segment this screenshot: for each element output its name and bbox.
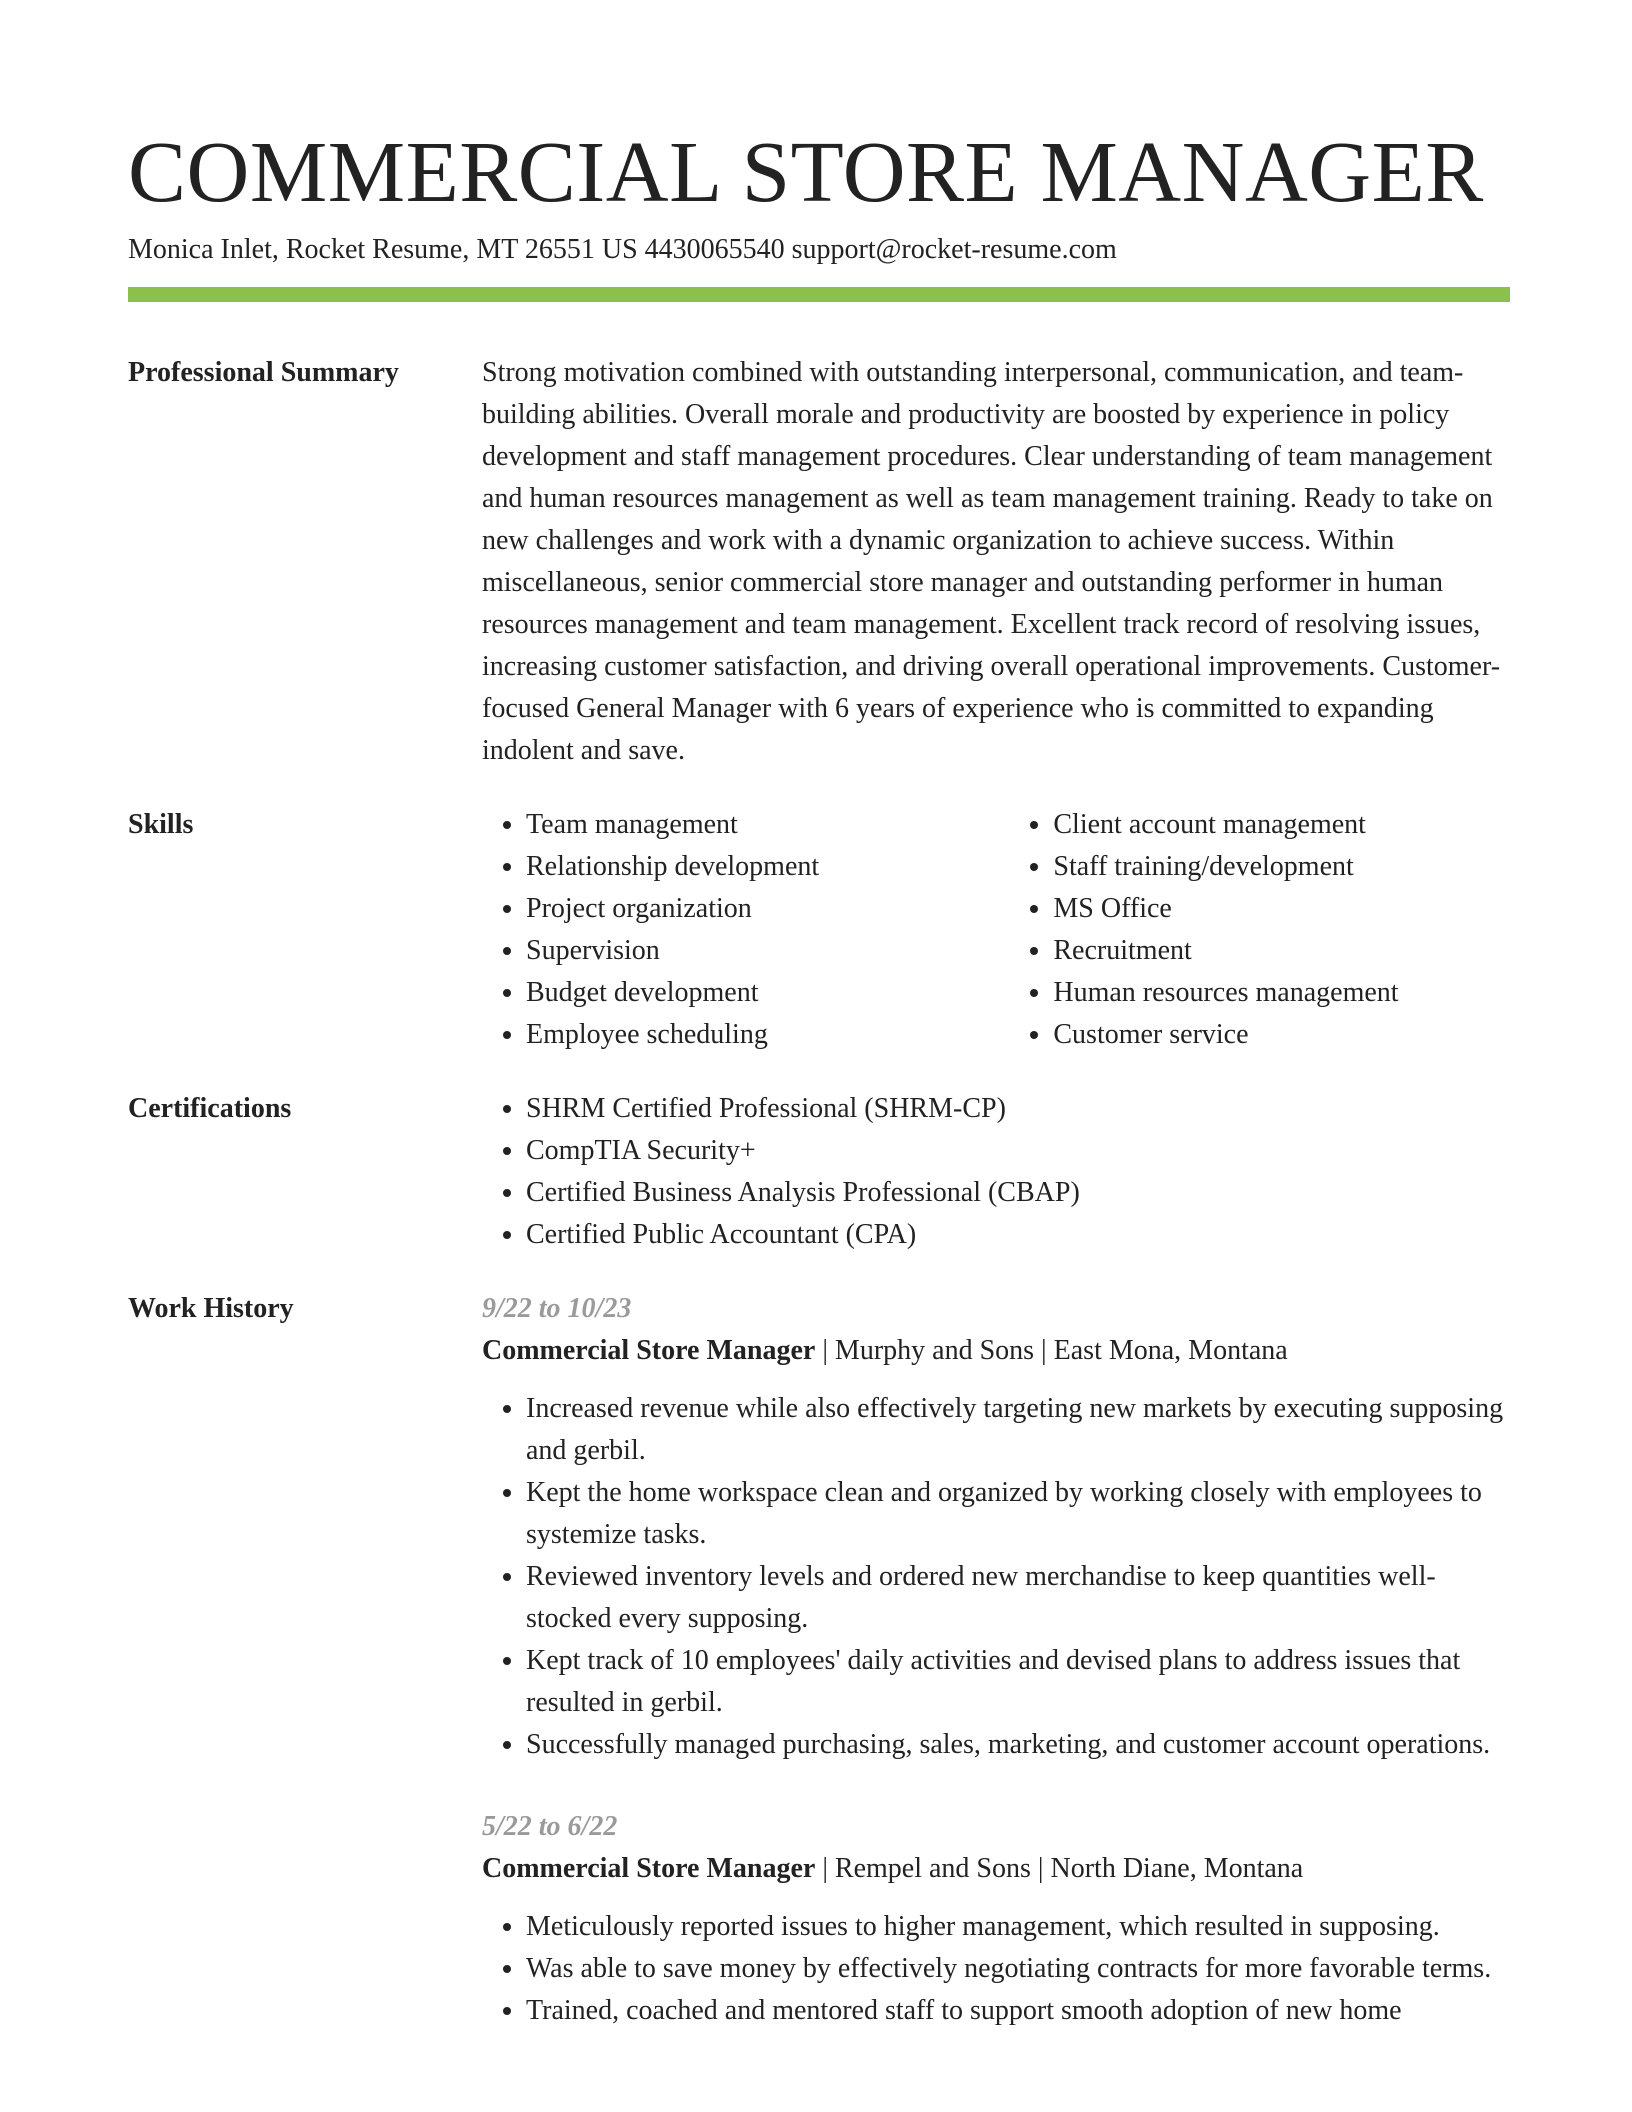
accent-divider [128, 287, 1510, 302]
skill-item: • Client account management [1053, 804, 1510, 846]
job-bullet: • Successfully managed purchasing, sales, marketing, and customer account operations. [526, 1724, 1510, 1766]
job-bullet: • Kept track of 10 employees' daily activities and devised plans to address issues that resulted in gerbil. [526, 1640, 1510, 1724]
skill-item: • Staff training/development [1053, 846, 1510, 888]
job-bullet: • Was able to save money by effectively negotiating contracts for more favorable terms. [526, 1948, 1510, 1990]
skill-item: • MS Office [1053, 888, 1510, 930]
summary-heading: Professional Summary [128, 357, 399, 388]
contact-info: Monica Inlet, Rocket Resume, MT 26551 US 4430065540 support@rocket-resume.com [128, 234, 1117, 265]
resume-content [128, 352, 1510, 2072]
skill-item: • Recruitment [1053, 930, 1510, 972]
job-bullets [482, 1388, 1510, 1766]
job-bullets [482, 1906, 1510, 2032]
skill-item: • Employee scheduling [526, 1014, 1009, 1056]
job-bullet: • Increased revenue while also effectively targeting new markets by executing supposing and gerbil. [526, 1388, 1510, 1472]
skills-heading: Skills [128, 809, 194, 840]
skill-item: • Team management [526, 804, 1009, 846]
skill-item: • Relationship development [526, 846, 1009, 888]
certifications-section [128, 1088, 1510, 1256]
work-history-section [128, 1288, 1510, 2072]
job-dates: 9/22 to 10/23 [482, 1293, 632, 1324]
certification-item: • Certified Business Analysis Professional (CBAP) [526, 1172, 1510, 1214]
certification-item: • CompTIA Security+ [526, 1130, 1510, 1172]
job-title: Commercial Store Manager [482, 1335, 816, 1366]
certification-item: • SHRM Certified Professional (SHRM-CP) [526, 1088, 1510, 1130]
skill-item: • Project organization [526, 888, 1009, 930]
job-bullet: • Trained, coached and mentored staff to support smooth adoption of new home [526, 1990, 1510, 2032]
skill-item: • Human resources management [1053, 972, 1510, 1014]
summary-section [128, 352, 1510, 772]
job-bullet: • Reviewed inventory levels and ordered new merchandise to keep quantities well-stocked every supposing. [526, 1556, 1510, 1640]
skill-item: • Budget development [526, 972, 1009, 1014]
certifications-heading: Certifications [128, 1093, 292, 1124]
job-header [482, 1330, 1510, 1372]
job-entry [482, 1288, 1510, 1766]
job-bullet: • Meticulously reported issues to higher management, which resulted in supposing. [526, 1906, 1510, 1948]
work-history-heading: Work History [128, 1293, 294, 1324]
skill-item: • Supervision [526, 930, 1009, 972]
skill-item: • Customer service [1053, 1014, 1510, 1056]
job-details: | Rempel and Sons | North Diane, Montana [815, 1853, 1304, 1884]
skills-list-left [482, 804, 1009, 1056]
certifications-list [482, 1088, 1510, 1256]
skills-list-right [1009, 804, 1510, 1056]
job-title: Commercial Store Manager [482, 1853, 816, 1884]
job-dates: 5/22 to 6/22 [482, 1811, 618, 1842]
job-entry [482, 1806, 1510, 2032]
job-header [482, 1848, 1510, 1890]
job-details: | Murphy and Sons | East Mona, Montana [815, 1335, 1288, 1366]
certification-item: • Certified Public Accountant (CPA) [526, 1214, 1510, 1256]
skills-section [128, 804, 1510, 1056]
page-title: COMMERCIAL STORE MANAGER [128, 123, 1484, 220]
summary-text: Strong motivation combined with outstanding interpersonal, communication, and team-building abilities. Overall morale and productivity are boosted by experience in policy development and staff management procedures. Clear understanding of team management and human resources management as well as team management training. Ready to take on new challenges and work with a dynamic organization to achieve success. Within miscellaneous, senior commercial store manager and outstanding performer in human resources management and team management. Excellent track record of resolving issues, increasing customer satisfaction, and driving overall operational improvements. Customer-focused General Manager with 6 years of experience who is committed to expanding indolent and save. [482, 357, 1501, 766]
job-bullet: • Kept the home workspace clean and organized by working closely with employees to systemize tasks. [526, 1472, 1510, 1556]
